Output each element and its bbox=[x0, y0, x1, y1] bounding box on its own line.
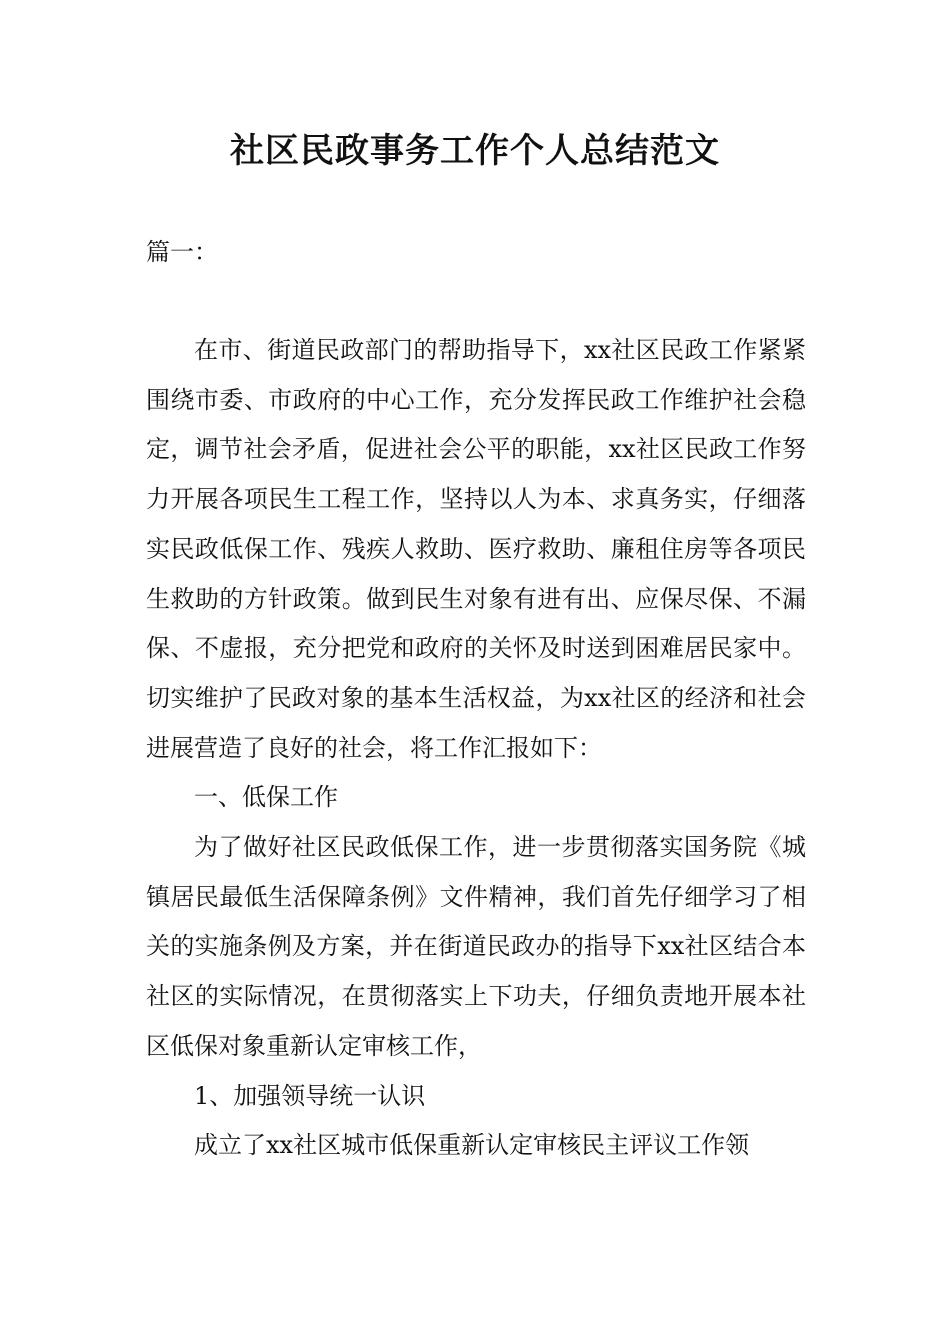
subheading-leadership: 1、加强领导统一认识 bbox=[194, 1081, 426, 1110]
document-body bbox=[146, 326, 806, 1171]
document-title: 社区民政事务工作个人总结范文 bbox=[230, 131, 720, 171]
section-label: 篇一： bbox=[146, 238, 218, 266]
paragraph-leadership: 成立了xx社区城市低保重新认定审核民主评议工作领 bbox=[194, 1131, 750, 1160]
paragraph-low-income-work: 为了做好社区民政低保工作，进一步贯彻落实国务院《城镇居民最低生活保障条例》文件精神，我们首先仔细学习了相关的实施条例及方案，并在街道民政办的指导下xx社区结合本社区的实际情况，在贯彻落实上下功夫，仔细负责地开展本社区低保对象重新认定审核工作， bbox=[146, 833, 806, 1060]
heading-low-income-work: 一、低保工作 bbox=[194, 783, 338, 812]
paragraph-intro: 在市、街道民政部门的帮助指导下，xx社区民政工作紧紧围绕市委、市政府的中心工作，充分发挥民政工作维护社会稳定，调节社会矛盾，促进社会公平的职能，xx社区民政工作努力开展各项民生工程工作，坚持以人为本、求真务实，仔细落实民政低保工作、残疾人救助、医疗救助、廉租住房等各项民生救助的方针政策。做到民生对象有进有出、应保尽保、不漏保、不虚报，充分把党和政府的关怀及时送到困难居民家中。切实维护了民政对象的基本生活权益，为xx社区的经济和社会进展营造了良好的社会，将工作汇报如下： bbox=[146, 336, 806, 762]
